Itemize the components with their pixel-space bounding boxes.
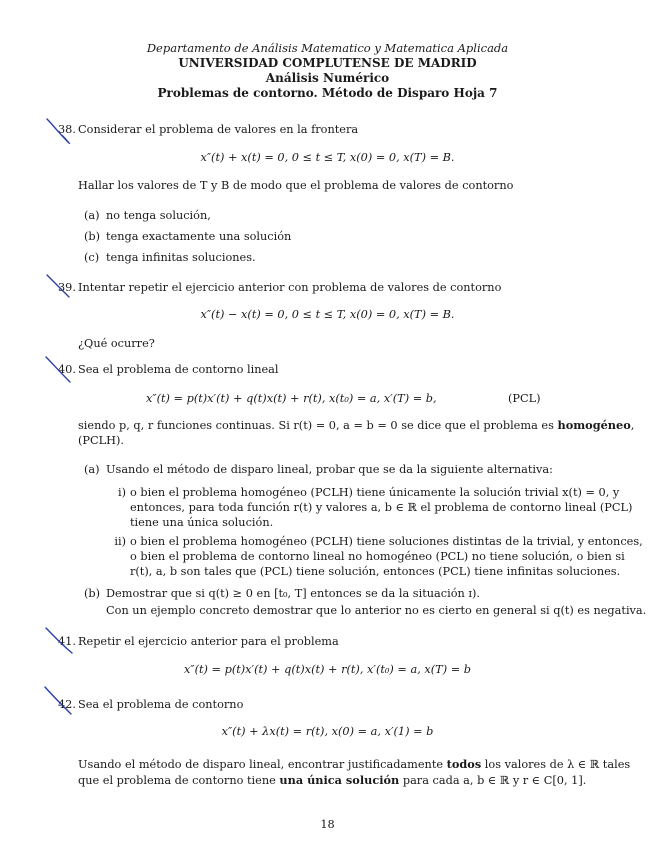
exercise-39-intro: Intentar repetir el ejercicio anterior con problema de valores de contorno <box>78 281 502 294</box>
exercise-42-intro: Sea el problema de contorno <box>78 698 244 711</box>
exercise-42-line-2 <box>78 773 586 788</box>
exercise-42-text: que el problema de contorno tiene <box>78 774 280 787</box>
exercise-40-b-label: (b) <box>84 587 101 600</box>
exercise-42-number: 42. <box>58 698 76 711</box>
checkmark-42-icon <box>42 685 76 717</box>
exercise-40-ii-line: o bien el problema homogéneo (PCLH) tiene soluciones distintas de la trivial, y entonces, <box>130 535 643 548</box>
university-name: UNIVERSIDAD COMPLUTENSE DE MADRID <box>178 56 477 70</box>
exercise-38-equation: x″(t) + x(t) = 0, 0 ≤ t ≤ T, x(0) = 0, x(T) = B. <box>200 151 455 164</box>
exercise-40-note-comma: , <box>630 419 635 432</box>
exercise-40-number: 40. <box>58 363 76 376</box>
exercise-40-a-label: (a) <box>84 463 100 476</box>
exercise-42-text: Usando el método de disparo lineal, encontrar justificadamente <box>78 758 447 771</box>
exercise-38-option-b-label: (b) <box>84 230 101 243</box>
exercise-38-intro: Considerar el problema de valores en la frontera <box>78 123 359 136</box>
checkmark-39-icon <box>44 272 74 300</box>
exercise-38-task: Hallar los valores de T y B de modo que el problema de valores de contorno <box>78 179 514 192</box>
exercise-40-i-line: entonces, para toda función r(t) y valores a, b ∈ ℝ el problema de contorno lineal (PCL) <box>130 501 633 514</box>
exercise-40-intro: Sea el problema de contorno lineal <box>78 363 279 376</box>
exercise-38-option-c: tenga infinitas soluciones. <box>106 251 256 264</box>
exercise-41-intro: Repetir el ejercicio anterior para el problema <box>78 635 339 648</box>
exercise-40-ii-line: r(t), a, b son tales que (PCL) tiene solución, entonces (PCL) tiene infinitas soluciones. <box>130 565 621 578</box>
department-name: Departamento de Análisis Matematico y Matematica Aplicada <box>146 41 509 55</box>
exercise-42-text: los valores de λ ∈ ℝ tales <box>481 758 631 771</box>
page-number: 18 <box>320 818 335 831</box>
exercise-40-a-text: Usando el método de disparo lineal, probar que se da la siguiente alternativa: <box>106 463 553 476</box>
exercise-41-number: 41. <box>58 635 76 648</box>
exercise-40-tag: (PCL) <box>508 392 541 405</box>
unica-solucion-term: una única solución <box>279 773 400 787</box>
exercise-38-option-b: tenga exactamente una solución <box>106 230 292 243</box>
exercise-42-line-1 <box>78 757 630 772</box>
exercise-40-ii-label: ii) <box>114 535 126 548</box>
homogeneo-term: homogéneo <box>557 418 631 432</box>
exercise-38-option-a-label: (a) <box>84 209 100 222</box>
exercise-39-equation: x″(t) − x(t) = 0, 0 ≤ t ≤ T, x(0) = 0, x(T) = B. <box>200 308 455 321</box>
exercise-41-equation: x″(t) = p(t)x′(t) + q(t)x(t) + r(t), x′(t₀) = a, x(T) = b <box>184 663 471 676</box>
checkmark-41-icon <box>44 626 76 656</box>
exercise-40-i-label: i) <box>117 486 126 499</box>
sheet-title: Problemas de contorno. Método de Disparo Hoja 7 <box>157 86 498 100</box>
exercise-42-text: para cada a, b ∈ ℝ y r ∈ C[0, 1]. <box>399 774 587 787</box>
exercise-40-equation: x″(t) = p(t)x′(t) + q(t)x(t) + r(t), x(t₀) = a, x′(T) = b, <box>146 392 437 405</box>
exercise-40-b-line: Demostrar que si q(t) ≥ 0 en [t₀, T] entonces se da la situación ɪ). <box>106 587 480 600</box>
checkmark-38-icon <box>44 116 74 146</box>
exercise-40-note-line-1 <box>78 418 634 433</box>
exercise-38-option-c-label: (c) <box>84 251 100 264</box>
todos-term: todos <box>446 757 482 771</box>
exercise-40-i-line: o bien el problema homogéneo (PCLH) tiene únicamente la solución trivial x(t) = 0, y <box>130 486 620 499</box>
exercise-40-note-text: siendo p, q, r funciones continuas. Si r(t) = 0, a = b = 0 se dice que el problema es <box>78 419 558 432</box>
checkmark-40-icon <box>44 355 74 385</box>
exercise-42-equation: x″(t) + λx(t) = r(t), x(0) = a, x′(1) = b <box>221 725 434 738</box>
exercise-40-i-line: tiene una única solución. <box>130 516 274 529</box>
exercise-40-ii-line: o bien el problema de contorno lineal no homogéneo (PCL) no tiene solución, o bien si <box>130 550 625 563</box>
exercise-40-note-line-2: (PCLH). <box>78 434 125 447</box>
exercise-40-b-line: Con un ejemplo concreto demostrar que lo anterior no es cierto en general si q(t) es negativa. <box>106 604 647 617</box>
exercise-39-question: ¿Qué ocurre? <box>78 337 155 350</box>
exercise-38-option-a: no tenga solución, <box>106 209 211 222</box>
exercise-39-number: 39. <box>58 281 76 294</box>
course-name: Análisis Numérico <box>265 71 390 85</box>
exercise-38-number: 38. <box>58 123 76 136</box>
